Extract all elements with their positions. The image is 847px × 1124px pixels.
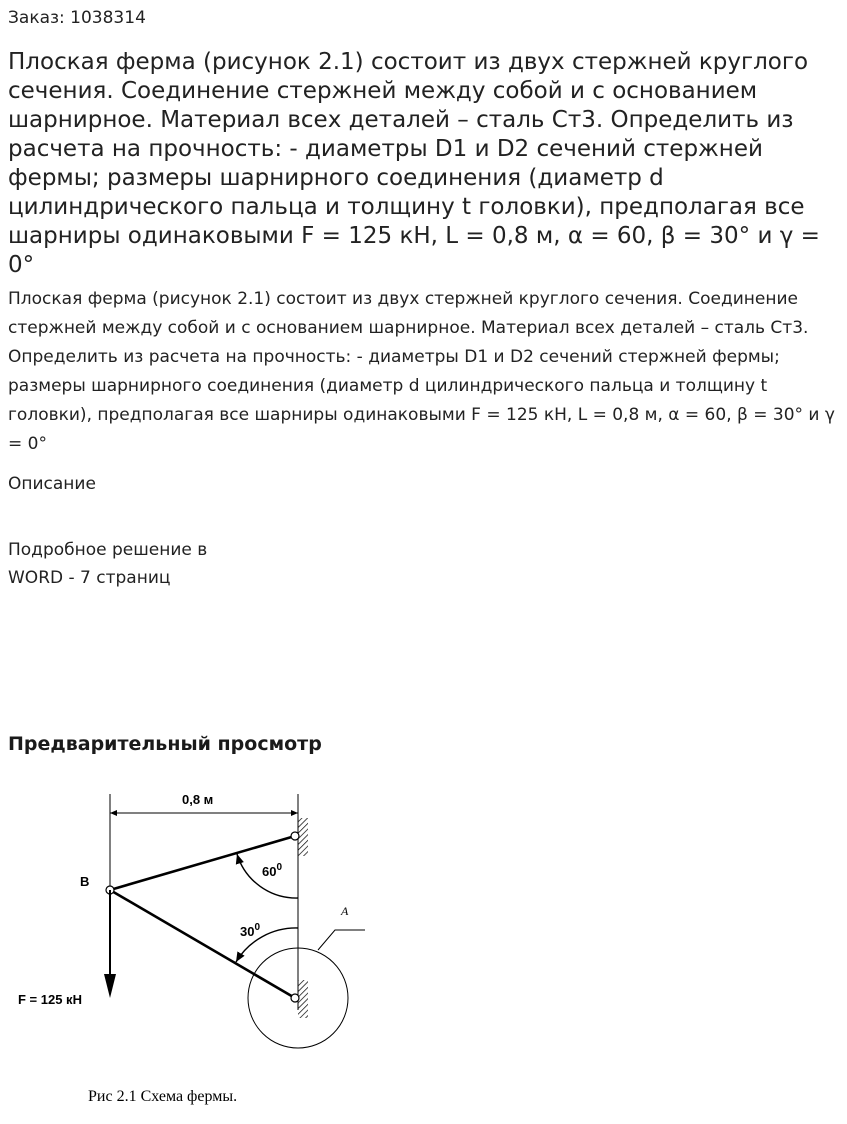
preview-heading: Предварительный просмотр (8, 733, 322, 755)
hinge-bottom (291, 994, 299, 1002)
dimension-label: 0,8 м (182, 792, 214, 807)
callout-leader (318, 930, 365, 950)
page-title: Плоская ферма (рисунок 2.1) состоит из двух стержней круглого сечения. Соединение стержней между собой и с основанием шарнирное. Материал всех деталей – сталь Ст3. Определить из расчета на прочность: - диаметры D1 и D2 сечений стержней фермы; размеры шарнирного соединения (диаметр d цилиндрического пальца и толщину t головки), предполагая все шарниры одинаковыми F = 125 кН, L = 0,8 м, α = 60, β = 30° и γ = 0° (8, 49, 820, 278)
solution-line-2: WORD - 7 страниц (8, 568, 171, 588)
force-arrowhead (104, 974, 116, 998)
lower-wall-support (298, 980, 308, 1018)
hinge-top (291, 832, 299, 840)
task-description: Плоская ферма (рисунок 2.1) состоит из двух стержней круглого сечения. Соединение стержней между собой и с основанием шарнирное. Материал всех деталей – сталь Ст3. Определить из расчета на прочность: - диаметры D1 и D2 сечений стержней фермы; размеры шарнирного соединения (диаметр d цилиндрического пальца и толщину t головки), предполагая все шарниры одинаковыми F = 125 кН, L = 0,8 м, α = 60, β = 30° и γ = 0° (8, 289, 835, 454)
order-number: Заказ: 1038314 (8, 8, 146, 28)
upper-wall-support (298, 818, 308, 856)
solution-line-1: Подробное решение в (8, 540, 208, 560)
angle-top-label: $60^0$ (262, 862, 283, 879)
upper-rod (110, 836, 295, 890)
callout-label: A (341, 904, 349, 918)
node-b-label: B (80, 874, 90, 889)
figure-caption: Рис 2.1 Схема фермы. (88, 1088, 238, 1105)
force-label: F = 125 кН (18, 992, 82, 1007)
description-heading: Описание (8, 474, 96, 494)
solution-info (8, 536, 308, 592)
truss-diagram (0, 780, 420, 1120)
angle-bottom-label: $30^0$ (240, 922, 261, 939)
lower-rod (110, 890, 295, 998)
truss-figure (0, 780, 420, 1120)
